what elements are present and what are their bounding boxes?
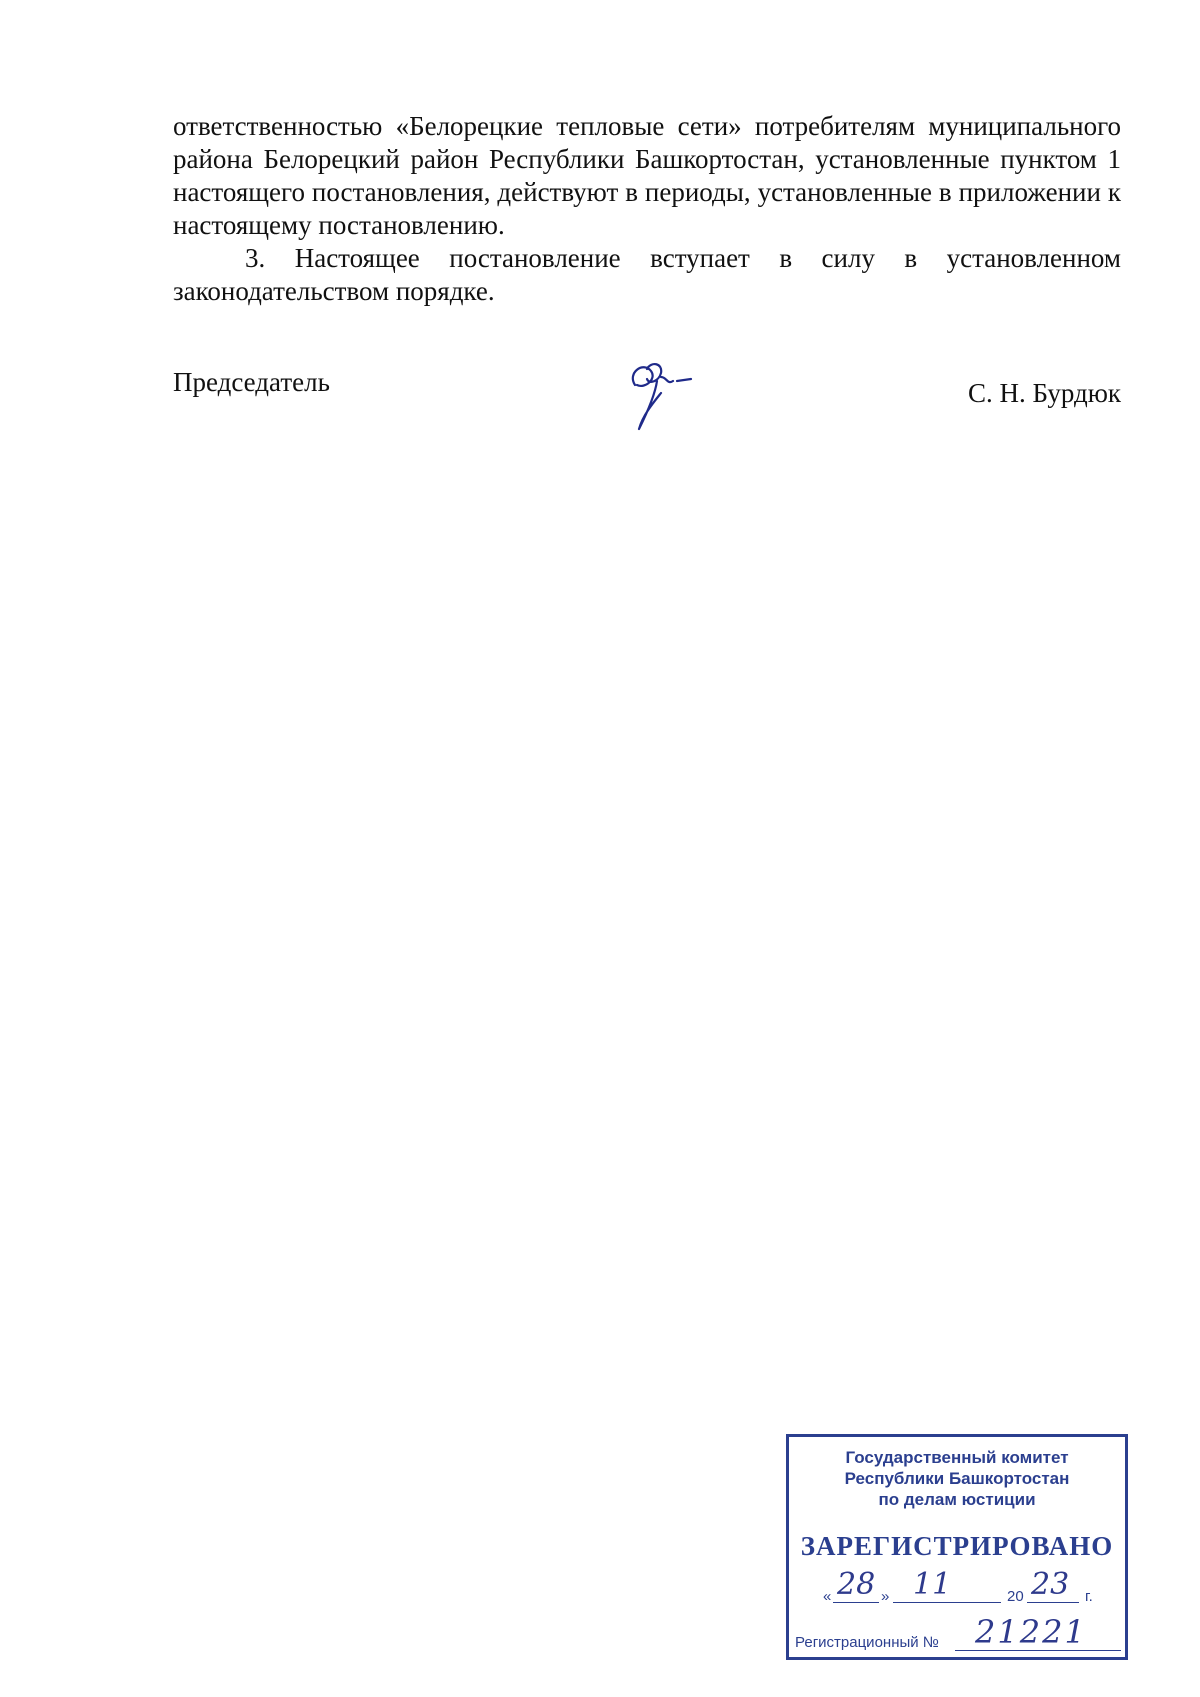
paragraph-3: 3. Настоящее постановление вступает в силу в установленном законодательством порядке. <box>173 243 1121 306</box>
registration-stamp <box>786 1434 1128 1660</box>
stamp-org-line: Республики Башкортостан <box>844 1469 1070 1488</box>
signature-block <box>173 367 1121 437</box>
signer-name: С. Н. Бурдюк <box>967 378 1121 408</box>
document-body <box>173 110 1121 308</box>
stamp-month: 11 <box>913 1567 952 1602</box>
paragraph-continuation: ответственностью «Белорецкие тепловые сети» потребителям муниципального района Белорецкий район Республики Башкортостан, установленные пунктом 1 настоящего постановления, действуют в периоды, установленные в приложении к настоящему постановлению. <box>173 111 1121 240</box>
stamp-reg-number: 21221 <box>975 1613 1087 1651</box>
stamp-date <box>823 1567 1113 1609</box>
stamp-month-line <box>893 1602 1001 1603</box>
stamp-registration-number <box>795 1613 1123 1655</box>
stamp-day: 28 <box>837 1567 876 1602</box>
stamp-close-quote: » <box>881 1588 890 1605</box>
stamp-org-line: по делам юстиции <box>878 1490 1036 1509</box>
stamp-day-line <box>833 1602 879 1603</box>
stamp-year-unit: г. <box>1085 1588 1093 1605</box>
stamp-registered-label: ЗАРЕГИСТРИРОВАНО <box>800 1531 1114 1561</box>
stamp-organization <box>789 1447 1125 1510</box>
stamp-year-line <box>1027 1602 1079 1603</box>
stamp-year-prefix: 20 <box>1007 1588 1024 1605</box>
stamp-open-quote: « <box>823 1588 832 1605</box>
signer-title: Председатель <box>173 367 330 397</box>
stamp-year: 23 <box>1031 1567 1070 1602</box>
stamp-reg-label: Регистрационный № <box>795 1634 939 1651</box>
handwritten-signature <box>617 355 707 433</box>
stamp-org-line: Государственный комитет <box>845 1448 1069 1467</box>
